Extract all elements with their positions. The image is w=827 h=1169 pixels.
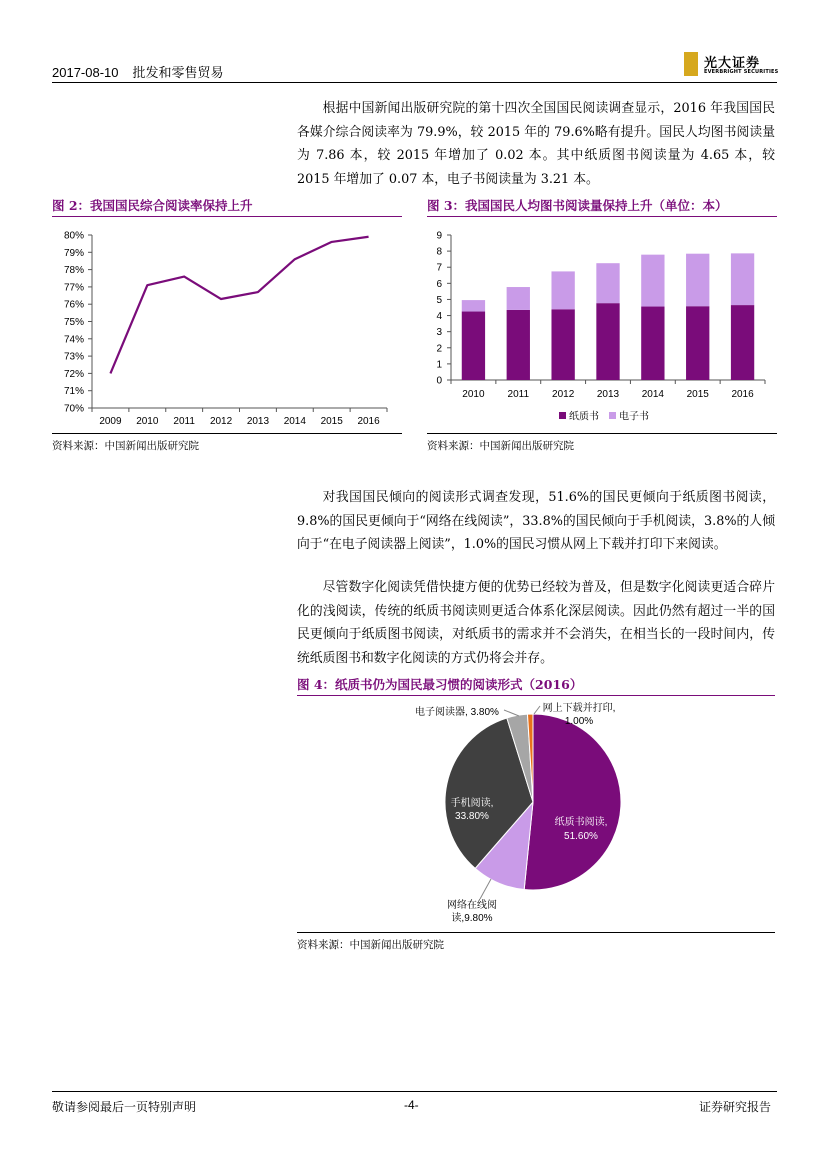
x-tick-label: 2010 [136, 416, 159, 427]
bar-paper-book [641, 307, 664, 380]
x-tick-label: 2012 [552, 389, 575, 400]
y-tick-label: 71% [63, 386, 84, 398]
x-tick-label: 2012 [209, 416, 233, 427]
x-tick-label: 2013 [246, 416, 270, 427]
leader-line [504, 710, 519, 716]
y-tick-label: 3 [436, 327, 442, 339]
slice-label-suffix: 读, [451, 913, 465, 924]
y-tick-label: 2 [436, 343, 442, 355]
figure-3-title-rule [427, 216, 777, 217]
legend-swatch [609, 412, 616, 419]
figure-3-title: 图 3：我国国民人均图书阅读量保持上升（单位：本） [427, 198, 728, 213]
y-tick-label: 72% [63, 368, 84, 380]
slice-label: 手机阅读, [450, 798, 494, 809]
bar-ebook [596, 263, 619, 303]
figure-3-source-rule [427, 433, 777, 434]
brand-name: 光大证券 [704, 56, 761, 71]
y-tick-label: 8 [436, 246, 442, 258]
bar-ebook [551, 271, 574, 309]
brand-subtitle: EVERBRIGHT SECURITIES [704, 69, 779, 75]
y-tick-label: 9 [436, 230, 442, 242]
slice-label: 网上下载并打印, [542, 703, 616, 714]
y-tick-label: 1 [436, 359, 442, 371]
bar-ebook [507, 287, 530, 310]
report-date: 2017-08-10 [52, 65, 119, 80]
x-tick-label: 2011 [507, 389, 530, 400]
bar-ebook [731, 253, 754, 305]
bar-ebook [462, 300, 485, 311]
x-tick-label: 2016 [731, 389, 754, 400]
figure-4-title: 图 4：纸质书仍为国民最习惯的阅读形式（2016） [297, 677, 583, 692]
x-tick-label: 2010 [462, 389, 485, 400]
leader-line [534, 706, 540, 714]
slice-pct: 9.80% [464, 913, 493, 924]
footer-report-type: 证券研究报告 [699, 1100, 772, 1114]
x-tick-label: 2016 [357, 416, 380, 427]
x-tick-label: 2009 [99, 416, 122, 427]
y-tick-label: 78% [63, 265, 84, 277]
bar-ebook [641, 255, 664, 307]
industry-name: 批发和零售贸易 [132, 65, 224, 80]
slice-label-cont [451, 911, 492, 924]
x-tick-label: 2014 [641, 389, 664, 400]
figure-2-source-rule [52, 433, 402, 434]
y-tick-label: 73% [63, 351, 84, 363]
slice-pct: 51.60% [564, 831, 598, 842]
slice-label: 电子阅读器, 3.80% [415, 707, 499, 718]
y-tick-label: 6 [436, 278, 442, 290]
y-tick-label: 4 [436, 311, 442, 323]
brand-logo [684, 52, 779, 78]
y-tick-label: 80% [63, 230, 84, 242]
figure-4-chart [297, 698, 775, 931]
legend-label: 电子书 [619, 411, 649, 423]
y-tick-label: 77% [63, 282, 84, 294]
x-tick-label: 2011 [173, 416, 195, 427]
figure-4-title-rule [297, 695, 775, 696]
y-tick-label: 7 [436, 262, 442, 274]
header-divider [52, 82, 777, 83]
footer-disclaimer: 敬请参阅最后一页特别声明 [52, 1100, 197, 1114]
y-tick-label: 74% [63, 334, 84, 346]
legend-swatch [559, 412, 566, 419]
figure-4-source-rule [297, 932, 775, 933]
bar-paper-book [596, 303, 619, 380]
slice-label: 网络在线阅 [447, 900, 497, 911]
bar-paper-book [551, 309, 574, 380]
x-tick-label: 2015 [686, 389, 709, 400]
reading-rate-line [110, 237, 368, 374]
bar-paper-book [462, 312, 485, 380]
y-tick-label: 5 [436, 294, 442, 306]
footer-divider [52, 1091, 777, 1092]
pie-slice [524, 714, 621, 890]
header-left [52, 62, 224, 81]
x-tick-label: 2013 [596, 389, 620, 400]
bar-paper-book [686, 306, 709, 380]
y-tick-label: 76% [63, 299, 84, 311]
x-tick-label: 2015 [320, 416, 343, 427]
paragraph-reading-survey: 根据中国新闻出版研究院的第十四次全国国民阅读调查显示，2016 年我国国民各媒介综合阅读率为 79.9%，较 2015 年的 79.6%略有提升。国民人均图书阅读量为 7.86 本，较 2015 年增加了 0.02 本。其中纸质图书阅读量为 4.65 本，较 2015 年增加了 0.07 本，电子书阅读量为 3.21 本。 [297, 101, 775, 187]
slice-pct: 1.00% [564, 716, 594, 727]
y-tick-label: 79% [63, 247, 84, 259]
figure-2-title-rule [52, 216, 402, 217]
figure-3-chart [427, 220, 777, 432]
logo-icon [684, 52, 698, 76]
leader-line [480, 879, 491, 899]
figure-2-source: 资料来源：中国新闻出版研究院 [52, 440, 199, 452]
paragraph-reading-preference: 对我国国民倾向的阅读形式调查发现，51.6%的国民更倾向于纸质图书阅读，9.8%的国民更倾向于“网络在线阅读”，33.8%的国民倾向于手机阅读，3.8%的人倾向于“在电子阅读器上阅读”，1.0%的国民习惯从网上下载并打印下来阅读。 [297, 490, 775, 552]
figure-3-source: 资料来源：中国新闻出版研究院 [427, 440, 574, 452]
y-tick-label: 0 [436, 375, 442, 387]
legend-label: 纸质书 [569, 411, 599, 423]
x-tick-label: 2014 [283, 416, 306, 427]
bar-paper-book [731, 305, 754, 380]
slice-label: 纸质书阅读, [554, 817, 608, 828]
y-tick-label: 75% [63, 317, 84, 328]
figure-2-chart [52, 220, 402, 432]
bar-paper-book [507, 310, 530, 380]
figure-4-source: 资料来源：中国新闻出版研究院 [297, 939, 444, 951]
bar-ebook [686, 254, 709, 307]
y-tick-label: 70% [63, 403, 84, 415]
slice-pct: 33.80% [455, 811, 489, 822]
figure-2-title: 图 2：我国国民综合阅读率保持上升 [52, 198, 253, 213]
page-number: -4- [404, 1098, 419, 1112]
paragraph-digital-vs-paper: 尽管数字化阅读凭借快捷方便的优势已经较为普及，但是数字化阅读更适合碎片化的浅阅读，传统的纸质书阅读则更适合体系化深层阅读。因此仍然有超过一半的国民更倾向于纸质图书阅读，对纸质书的需求并不会消失，在相当长的一段时间内，传统纸质图书和数字化阅读的方式仍将会并存。 [297, 580, 775, 666]
